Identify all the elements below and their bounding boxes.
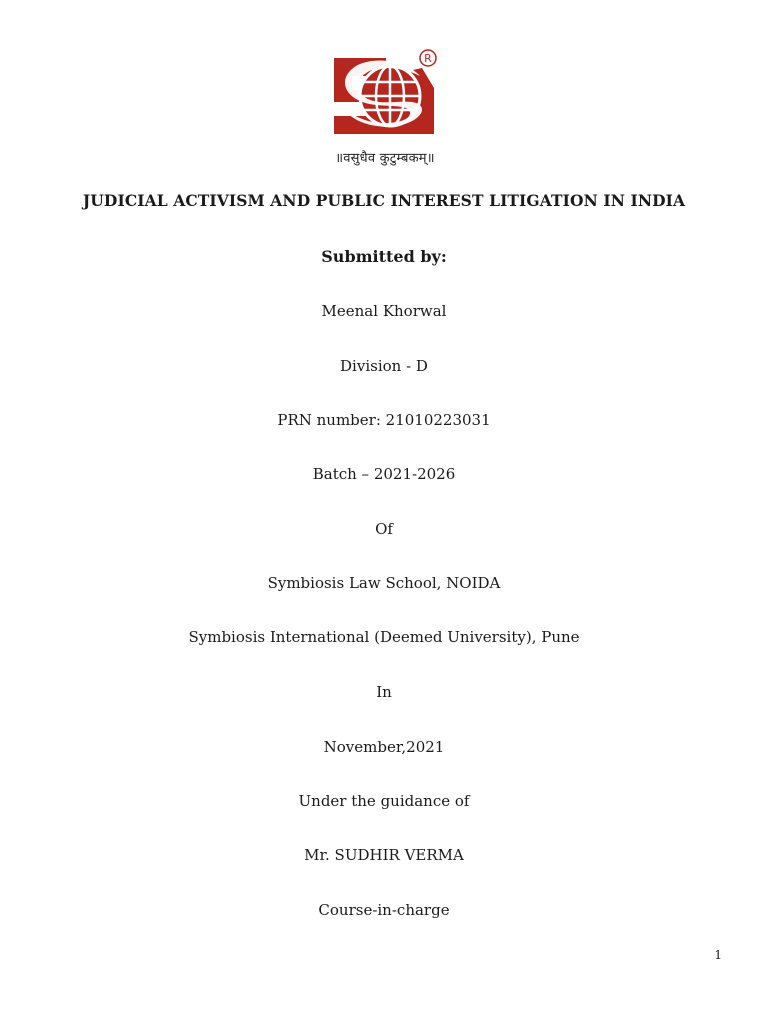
of-label: Of xyxy=(375,520,393,538)
division: Division - D xyxy=(340,357,428,375)
in-label: In xyxy=(376,683,392,701)
batch: Batch – 2021-2026 xyxy=(312,465,456,483)
page-number: 1 xyxy=(714,948,722,962)
prn-number: PRN number: 21010223031 xyxy=(277,411,491,429)
student-name: Meenal Khorwal xyxy=(321,302,447,320)
guide-role: Course-in-charge xyxy=(318,901,450,919)
logo-motto: ॥वसुधैव कुटुम्बकम्॥ xyxy=(335,151,435,166)
school-name: Symbiosis Law School, NOIDA xyxy=(267,574,501,592)
university-name: Symbiosis International (Deemed University), Pune xyxy=(188,628,580,646)
guidance-label: Under the guidance of xyxy=(298,792,470,810)
submission-date: November,2021 xyxy=(323,738,445,756)
svg-text:R: R xyxy=(424,52,432,65)
submitted-by-label: Submitted by: xyxy=(321,247,447,266)
document-title: JUDICIAL ACTIVISM AND PUBLIC INTEREST LITIGATION IN INDIA xyxy=(82,191,686,210)
symbiosis-logo-icon xyxy=(324,46,446,146)
guide-name: Mr. SUDHIR VERMA xyxy=(304,846,464,864)
